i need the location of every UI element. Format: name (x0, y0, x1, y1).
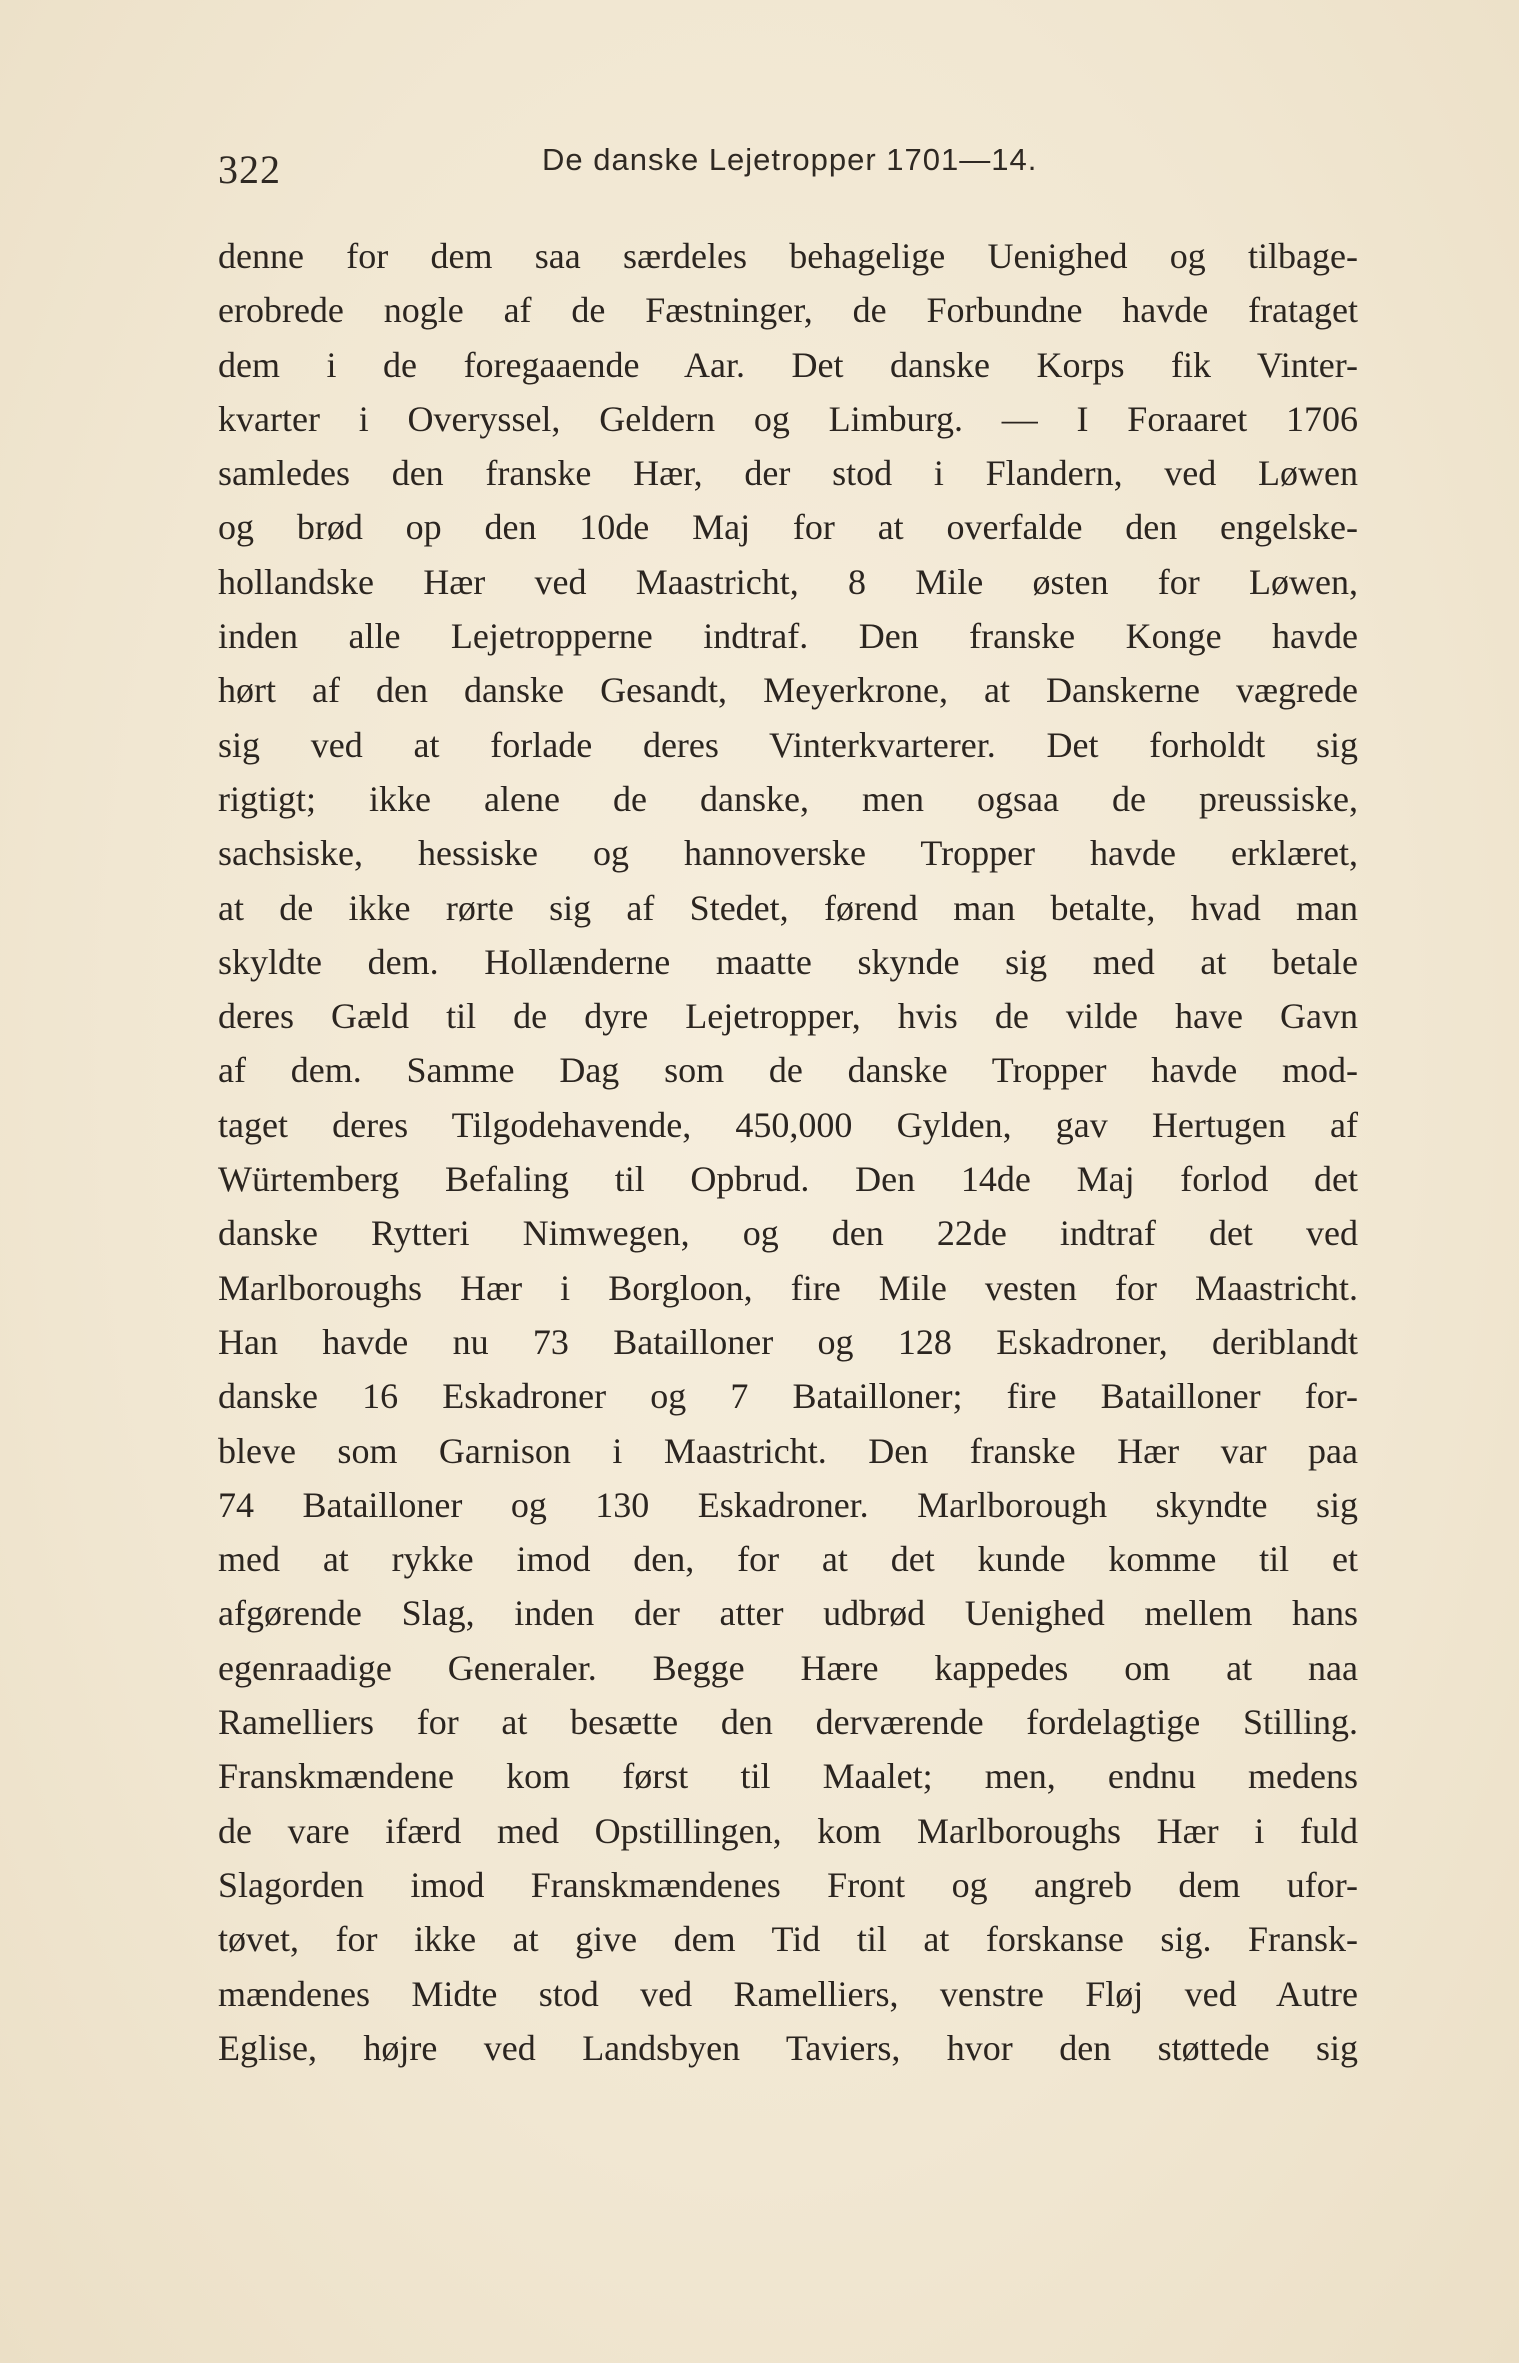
text-line: Han havde nu 73 Batailloner og 128 Eskadroner, deriblandt (218, 1321, 1358, 1362)
text-line: Franskmændene kom først til Maalet; men, endnu medens (218, 1756, 1358, 1797)
text-line: af dem. Samme Dag som de danske Tropper havde mod- (218, 1050, 1358, 1091)
text-line: 74 Batailloner og 130 Eskadroner. Marlborough skyndte sig (218, 1484, 1358, 1525)
page-header (218, 138, 1358, 198)
text-line: danske 16 Eskadroner og 7 Batailloner; fire Batailloner for- (218, 1376, 1358, 1417)
text-line: hørt af den danske Gesandt, Meyerkrone, at Danskerne vægrede (218, 670, 1358, 711)
text-line: erobrede nogle af de Fæstninger, de Forbundne havde frataget (218, 290, 1358, 331)
text-line: tøvet, for ikke at give dem Tid til at forskanse sig. Fransk- (218, 1919, 1358, 1960)
text-line: denne for dem saa særdeles behagelige Uenighed og tilbage- (218, 236, 1358, 276)
page-number: 322 (218, 147, 281, 192)
text-line: Marlboroughs Hær i Borgloon, fire Mile vesten for Maastricht. (218, 1267, 1358, 1308)
text-line: med at rykke imod den, for at det kunde komme til et (218, 1539, 1358, 1580)
text-line: samledes den franske Hær, der stod i Flandern, ved Løwen (218, 453, 1358, 494)
text-line: bleve som Garnison i Maastricht. Den franske Hær var paa (218, 1430, 1358, 1471)
text-line: inden alle Lejetropperne indtraf. Den franske Konge havde (218, 616, 1358, 657)
text-line: at de ikke rørte sig af Stedet, førend man betalte, hvad man (218, 887, 1358, 928)
text-line: dem i de foregaaende Aar. Det danske Korps fik Vinter- (218, 344, 1358, 385)
text-line: afgørende Slag, inden der atter udbrød Uenighed mellem hans (218, 1593, 1358, 1634)
text-line: sachsiske, hessiske og hannoverske Tropper havde erklæret, (218, 833, 1358, 874)
text-line: deres Gæld til de dyre Lejetropper, hvis de vilde have Gavn (218, 996, 1358, 1037)
text-line: sig ved at forlade deres Vinterkvarterer. Det forholdt sig (218, 724, 1358, 765)
text-line: skyldte dem. Hollænderne maatte skynde sig med at betale (218, 941, 1358, 982)
text-line: Ramelliers for at besætte den derværende fordelagtige Stilling. (218, 1702, 1358, 1743)
text-line: de vare ifærd med Opstillingen, kom Marlboroughs Hær i fuld (218, 1810, 1358, 1851)
text-line: Slagorden imod Franskmændenes Front og angreb dem ufor- (218, 1864, 1358, 1905)
running-title: De danske Lejetropper 1701—14. (542, 142, 1038, 177)
text-line: taget deres Tilgodehavende, 450,000 Gylden, gav Hertugen af (218, 1104, 1358, 1145)
text-line: rigtigt; ikke alene de danske, men ogsaa de preussiske, (218, 778, 1358, 819)
text-line: egenraadige Generaler. Begge Hære kappedes om at naa (218, 1647, 1358, 1688)
text-line: Würtemberg Befaling til Opbrud. Den 14de Maj forlod det (218, 1159, 1358, 1200)
body-text (218, 229, 1358, 2075)
text-line: mændenes Midte stod ved Ramelliers, venstre Fløj ved Autre (218, 1973, 1358, 2014)
text-line: Eglise, højre ved Landsbyen Taviers, hvor den støttede sig (218, 2027, 1358, 2068)
text-line: kvarter i Overyssel, Geldern og Limburg. — I Foraaret 1706 (218, 398, 1358, 439)
text-line: hollandske Hær ved Maastricht, 8 Mile østen for Løwen, (218, 561, 1358, 602)
text-line: og brød op den 10de Maj for at overfalde den engelske- (218, 507, 1358, 548)
text-line: danske Rytteri Nimwegen, og den 22de indtraf det ved (218, 1213, 1358, 1254)
